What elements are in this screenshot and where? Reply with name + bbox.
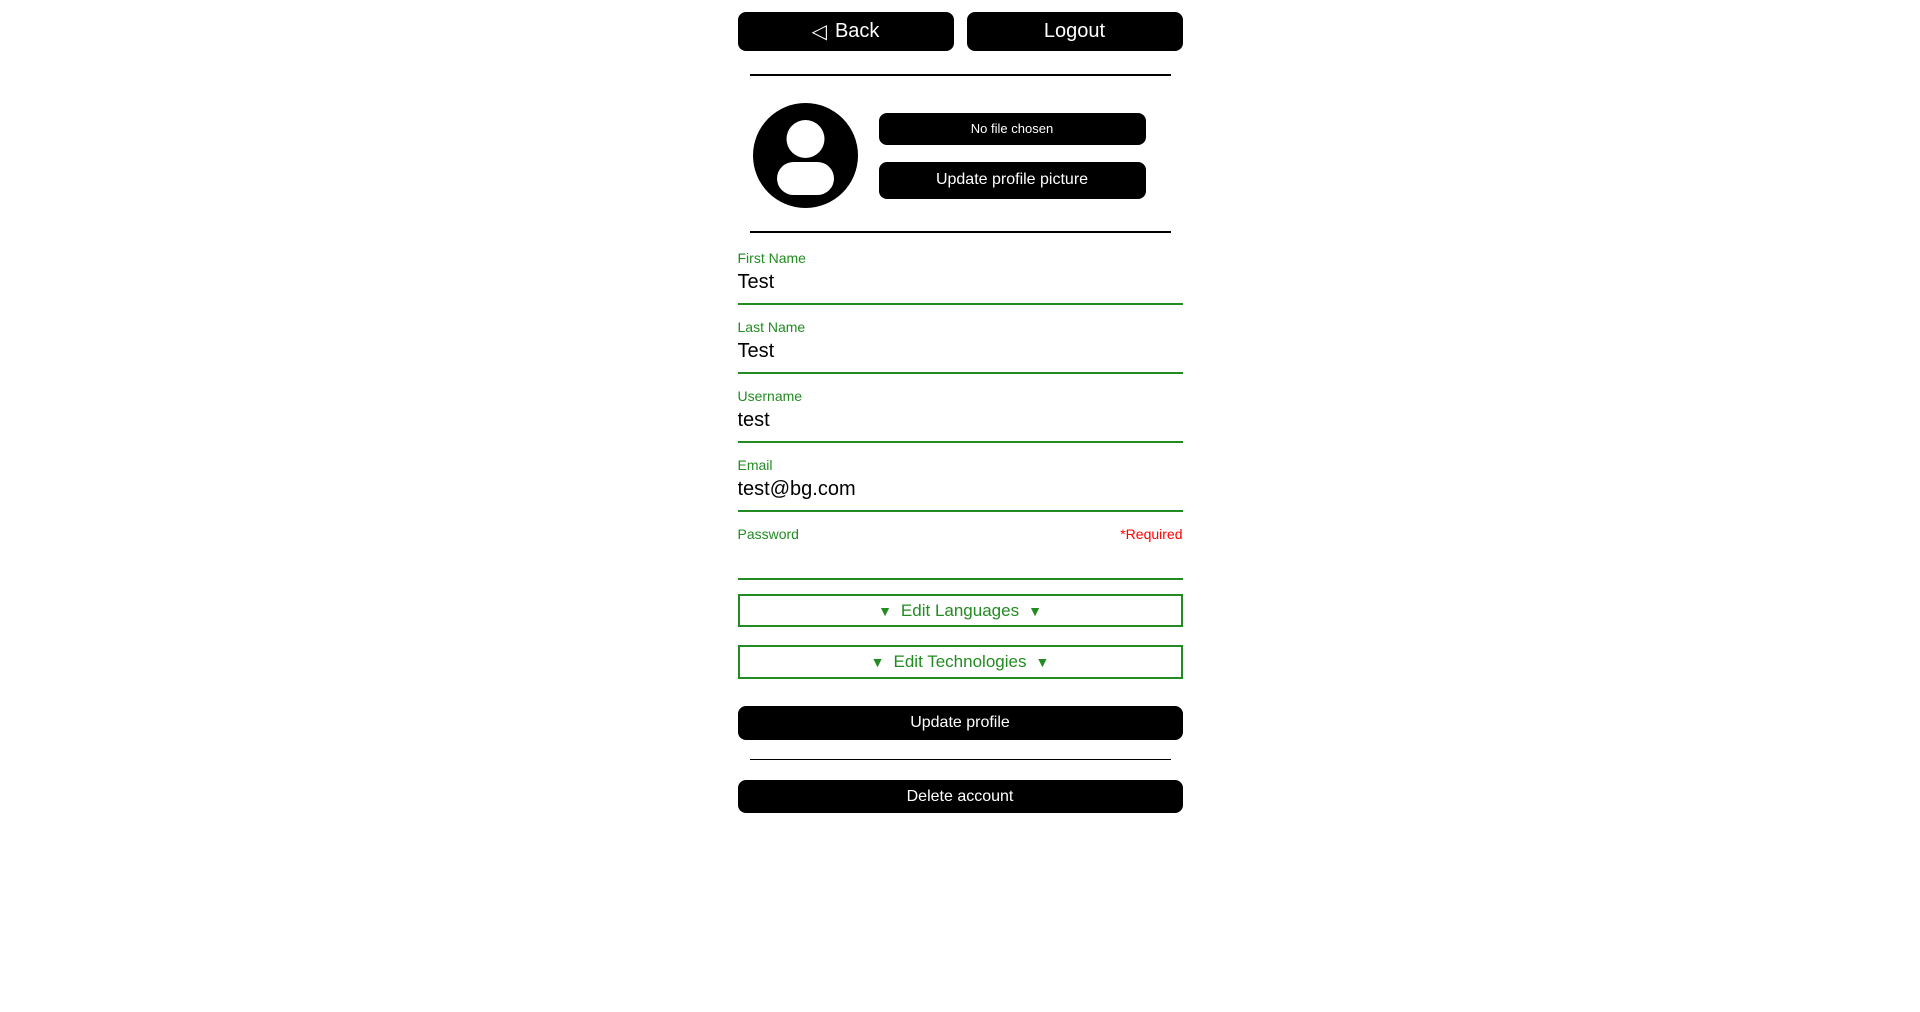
password-required-note: *Required — [1120, 526, 1183, 542]
field-password — [738, 526, 1183, 580]
update-profile-label: Update profile — [910, 714, 1010, 731]
chevron-down-icon: ▼ — [878, 602, 892, 619]
logout-button[interactable] — [967, 12, 1183, 51]
edit-languages-label: Edit Languages — [900, 600, 1020, 620]
field-last-name — [738, 319, 1183, 374]
person-silhouette-icon — [753, 103, 858, 208]
update-profile-picture-label: Update profile picture — [935, 171, 1089, 188]
password-label-row — [738, 526, 1183, 542]
first-name-label: First Name — [737, 250, 806, 266]
back-button[interactable] — [738, 12, 954, 51]
profile-picture-file-input[interactable] — [879, 113, 1146, 145]
update-profile-button[interactable] — [738, 706, 1183, 740]
first-name-input[interactable] — [738, 269, 1183, 305]
back-arrow-icon: ◁ — [811, 21, 827, 43]
chevron-down-icon: ▼ — [870, 654, 885, 670]
picture-buttons-column — [879, 113, 1146, 199]
profile-picture-section — [738, 103, 1183, 208]
update-profile-picture-button[interactable] — [879, 162, 1146, 199]
divider-danger — [750, 759, 1171, 760]
avatar — [753, 103, 858, 208]
logout-button-label: Logout — [1043, 20, 1106, 42]
edit-technologies-button[interactable] — [738, 645, 1183, 679]
password-input[interactable] — [738, 545, 1183, 580]
edit-languages-button[interactable] — [738, 594, 1183, 627]
field-first-name — [738, 250, 1183, 305]
email-input[interactable] — [738, 476, 1183, 512]
last-name-label: Last Name — [737, 319, 806, 335]
profile-page — [738, 0, 1183, 813]
divider-top — [750, 74, 1171, 76]
email-label: Email — [737, 457, 773, 473]
edit-technologies-label: Edit Technologies — [893, 652, 1027, 671]
profile-form — [738, 250, 1183, 740]
file-input-status-text: No file chosen — [970, 121, 1054, 136]
field-email — [738, 457, 1183, 512]
username-input[interactable] — [738, 407, 1183, 443]
chevron-down-icon: ▼ — [1028, 602, 1042, 619]
back-button-label: Back — [834, 20, 880, 42]
top-bar — [738, 12, 1183, 51]
delete-account-button[interactable] — [738, 780, 1183, 813]
username-label: Username — [737, 388, 803, 404]
delete-account-label: Delete account — [906, 787, 1014, 805]
password-label: Password — [737, 526, 799, 542]
last-name-input[interactable] — [738, 338, 1183, 374]
divider-picture — [750, 231, 1171, 233]
field-username — [738, 388, 1183, 443]
chevron-down-icon: ▼ — [1035, 654, 1050, 670]
